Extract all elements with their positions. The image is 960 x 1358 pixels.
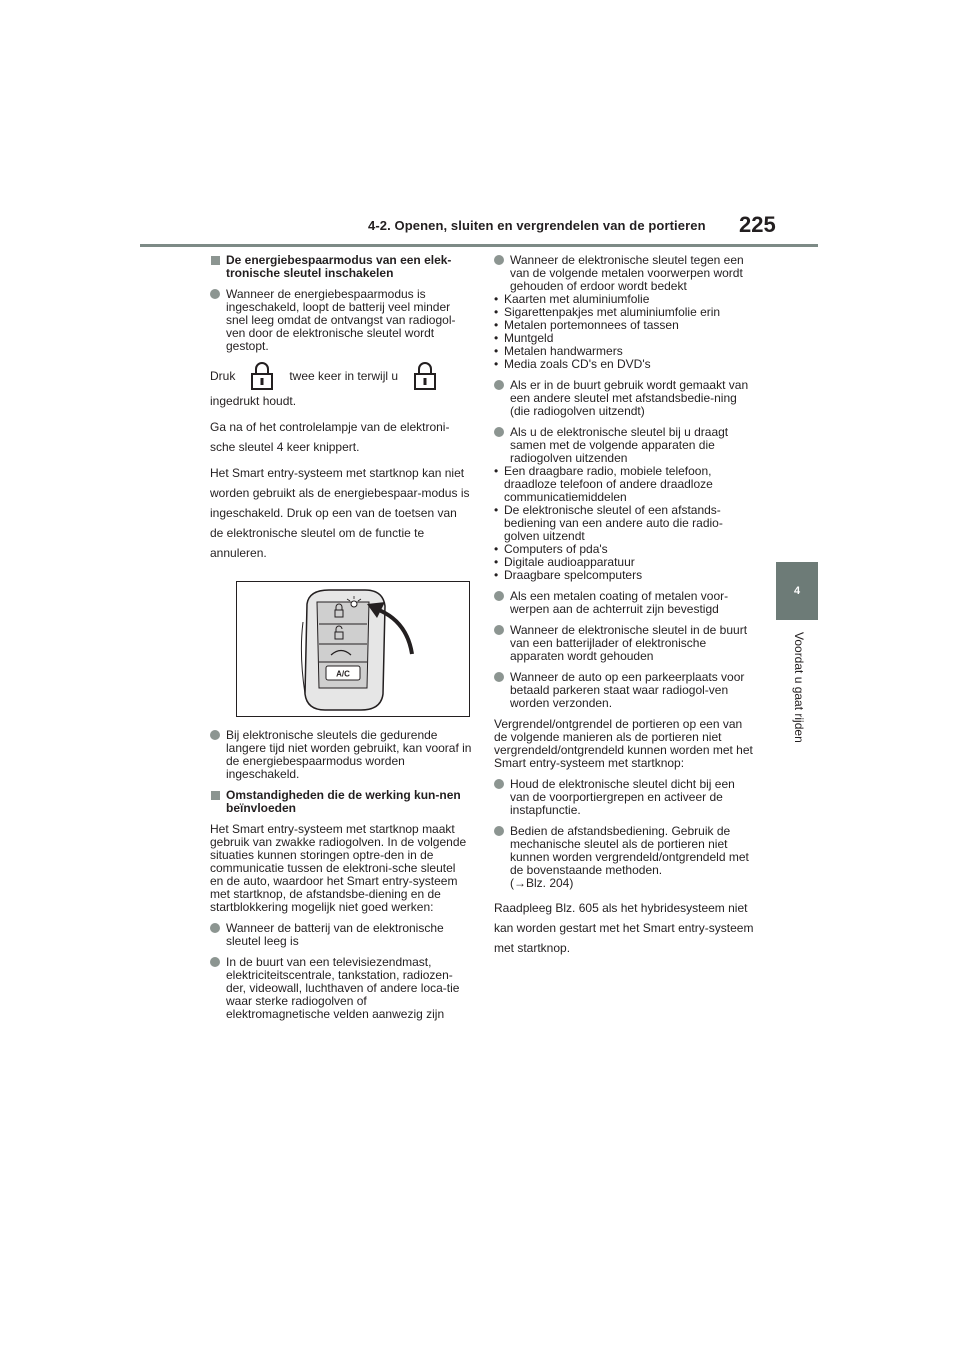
chapter-tab[interactable]: 4 [776,562,818,620]
bullet-remote: Bedien de afstandsbediening. Gebruik de mechanische sleutel als de portieren niet kunnen worden vergrendeld/ontgrendeld met de bovenstaande methoden. [494,825,756,877]
list-item: • De elektronische sleutel of een afstands-bediening van een andere auto die radio-golven uitzendt [494,504,756,543]
bullet-rear-window-coating: Als een metalen coating of metalen voor-werpen aan de achterruit zijn bevestigd [494,590,756,616]
page-reference-link[interactable]: (→Blz. 204) [510,876,574,890]
chapter-label: Voordat u gaat rijden [792,632,806,743]
lock-button-icon [249,361,275,391]
list-item: • Digitale audioapparatuur [494,556,756,569]
bullet-radio-sources: In de buurt van een televisiezendmast, elektriciteitscentrale, tankstation, radiozen-der, videowall, luchthaven of andere loca-tie waar sterke radiogolven of elektromagnetische velden aanwezig zijn [210,956,472,1021]
bullet-hold-key: Houd de elektronische sleutel dicht bij een van de voorportiergrepen en activeer de instapfunctie. [494,778,756,817]
metal-objects-list [494,293,756,371]
list-item: • Metalen handwarmers [494,345,756,358]
section-title: 4-2. Openen, sluiten en vergrendelen van de portieren [368,218,706,233]
para-refer-hybrid: Raadpleeg Blz. 605 als het hybridesysteem niet kan worden gestart met het Smart entry-systeem met startknop. [494,901,754,955]
list-item: • Muntgeld [494,332,756,345]
left-column [210,254,472,1029]
druk-instruction [210,361,472,391]
right-column [494,254,756,964]
list-item: • Computers of pda's [494,543,756,556]
druk-suffix: ingedrukt houdt. [210,394,297,408]
druk-prefix: Druk [210,368,236,383]
devices-list [494,465,756,582]
header-rule [140,244,818,247]
ac-button-label: A/C [336,669,350,679]
para-lock-unlock: Vergrendel/ontgrendel de portieren op een van de volgende manieren als de portieren niet vergrendeld/ontgrendeld kunnen worden met het Smart entry-systeem met startknop: [494,717,753,770]
key-fob-illustration [237,582,469,716]
list-item: • Draagbare spelcomputers [494,569,756,582]
bullet-other-key: Als er in de buurt gebruik wordt gemaakt van een andere sleutel met afstandsbedie-ning (die radiogolven uitzendt) [494,379,756,418]
list-item: • Media zoals CD's en DVD's [494,358,756,371]
bullet-metal-objects: Wanneer de elektronische sleutel tegen een van de volgende metalen voorwerpen wordt gehouden of erdoor wordt bedekt [494,254,756,293]
list-item: • Kaarten met aluminiumfolie [494,293,756,306]
bullet-charger: Wanneer de elektronische sleutel in de buurt van een batterijlader of elektronische apparaten wordt gehouden [494,624,756,663]
key-fob-figure [236,581,470,717]
unlock-button-icon [412,361,438,391]
druk-middle: twee keer in terwijl u [289,368,399,383]
heading-circumstances: Omstandigheden die de werking kun-nen beïnvloeden [210,789,472,815]
bullet-battery-empty: Wanneer de batterij van de elektronische sleutel leeg is [210,922,472,948]
para-circumstances: Het Smart entry-systeem met startknop maakt gebruik van zwakke radiogolven. In de volgende situaties kunnen storingen optre-den in de communicatie tussen de elektroni-sche sleutel en de auto, waardoor het Smart entry-systeem met startknop, de afstandsbe-diening en de startblokkering mogelijk niet goed werken: [210,822,467,914]
bullet-energy-saving: Wanneer de energiebespaarmodus is ingeschakeld, loopt de batterij veel minder snel leeg omdat de ontvangst van radiogol-ven door de elektronische sleutel wordt gestopt. [210,288,472,353]
heading-energy-saving: De energiebespaarmodus van een elek-tronische sleutel inschakelen [210,254,472,280]
page-number: 225 [739,212,776,237]
bullet-paid-parking: Wanneer de auto op een parkeerplaats voor betaald parkeren staat waar radiogol-ven worden verzonden. [494,671,756,710]
bullet-long-unused: Bij elektronische sleutels die gedurende langere tijd niet worden gebruikt, kan vooraf in de energiebespaarmodus worden ingeschakeld. [210,729,472,781]
list-item: • Een draagbare radio, mobiele telefoon, draadloze telefoon of andere draadloze communicatiemiddelen [494,465,756,504]
list-item: • Sigarettenpakjes met aluminiumfolie erin [494,306,756,319]
para-controle: Ga na of het controlelampje van de elektroni-sche sleutel 4 keer knippert. [210,420,450,454]
bullet-devices: Als u de elektronische sleutel bij u draagt samen met de volgende apparaten die radiogolven uitzenden [494,426,756,465]
para-smart-entry: Het Smart entry-systeem met startknop kan niet worden gebruikt als de energiebespaar-modus is ingeschakeld. Druk op een van de toetsen van de elektronische sleutel om de functie te annuleren. [210,466,470,560]
list-item: • Metalen portemonnees of tassen [494,319,756,332]
